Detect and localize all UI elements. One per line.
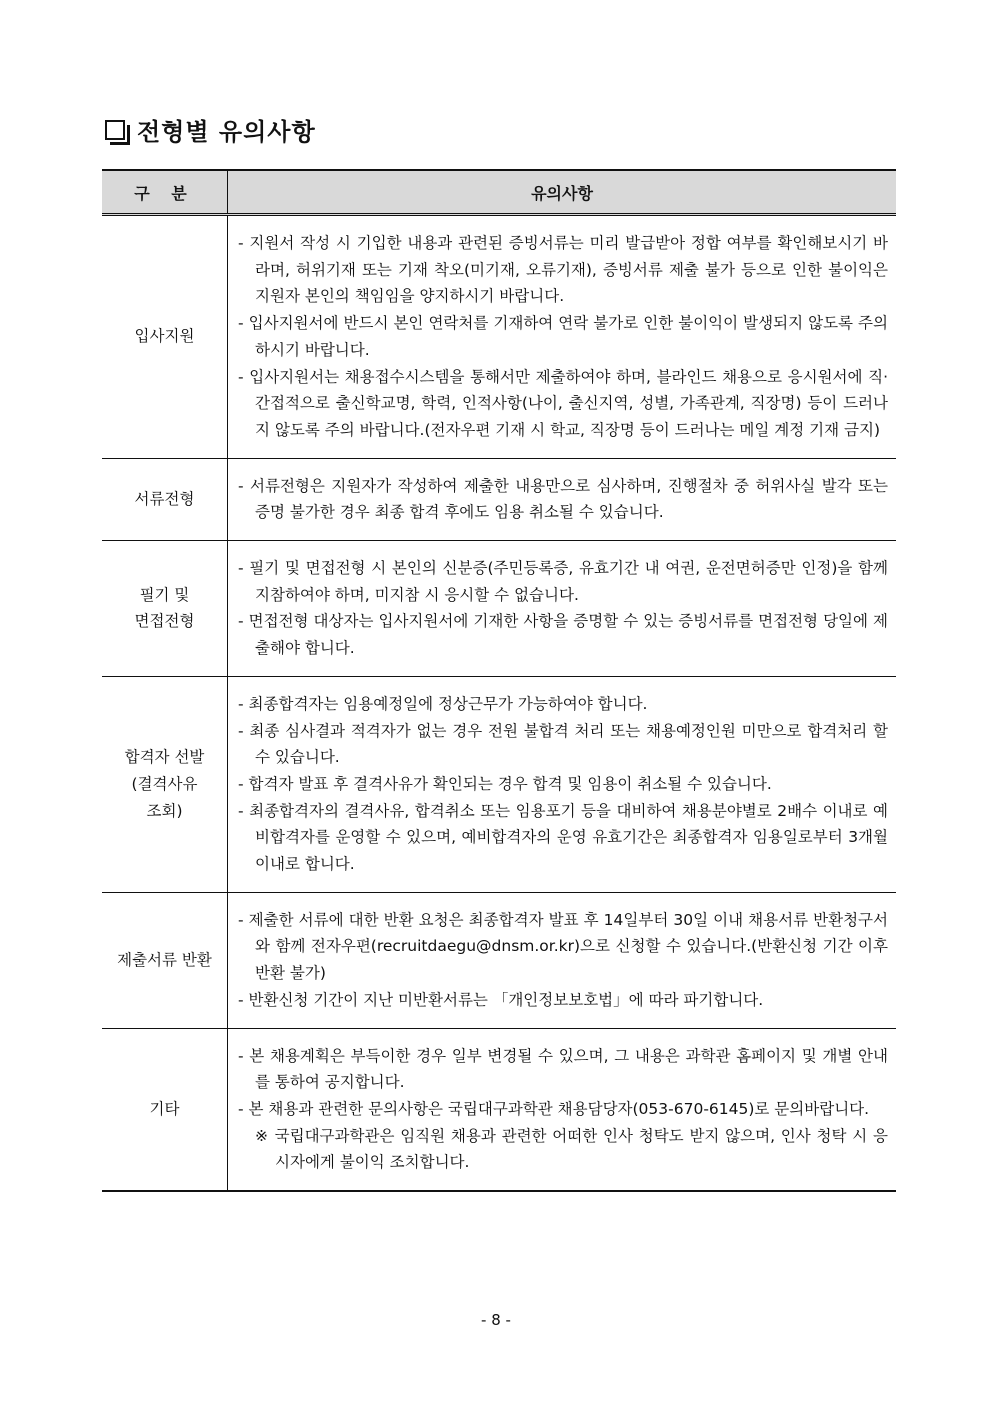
table-row: [102, 676, 896, 892]
row-notes: [228, 676, 897, 892]
note-item: - 필기 및 면접전형 시 본인의 신분증(주민등록증, 유효기간 내 여권, 운전면허증만 인정)을 함께 지참하여야 하며, 미지참 시 응시할 수 없습니다.: [238, 559, 888, 604]
table-row: [102, 215, 896, 459]
row-notes: [228, 1028, 897, 1191]
note-item: - 최종합격자의 결격사유, 합격취소 또는 임용포기 등을 대비하여 채용분야별로 2배수 이내로 예비합격자를 운영할 수 있으며, 예비합격자의 운영 유효기간은 최종합격자 임용일로부터 3개월 이내로 합니다.: [238, 801, 888, 874]
category-line: 필기 및: [139, 585, 190, 604]
reference-note: ※ 국립대구과학관은 임직원 채용과 관련한 어떠한 인사 청탁도 받지 않으며, 인사 청탁 시 응시자에게 불이익 조치합니다.: [255, 1126, 888, 1172]
note-item: - 반환신청 기간이 지난 미반환서류는 「개인정보보호법」에 따라 파기합니다.: [238, 990, 764, 1009]
note-item: - 입사지원서에 반드시 본인 연락처를 기재하여 연락 불가로 인한 불이익이 발생되지 않도록 주의하시기 바랍니다.: [238, 314, 888, 359]
note-item: - 최종합격자는 임용예정일에 정상근무가 가능하여야 합니다.: [238, 694, 648, 713]
checkbox-icon: [105, 120, 125, 140]
note-item: - 서류전형은 지원자가 작성하여 제출한 내용만으로 심사하며, 진행절차 중 허위사실 발각 또는 증명 불가한 경우 최종 합격 후에도 임용 취소될 수 있습니다.: [238, 476, 888, 522]
page-number: - 8 -: [481, 1311, 511, 1329]
row-category: [102, 1028, 228, 1191]
note-item: - 합격자 발표 후 결격사유가 확인되는 경우 합격 및 임용이 취소될 수 있습니다.: [238, 774, 772, 793]
table-row: [102, 541, 896, 677]
header-notes: 유의사항: [228, 170, 897, 215]
category-line: (결격사유: [131, 774, 198, 793]
row-notes: [228, 215, 897, 459]
table-row: [102, 1028, 896, 1191]
note-item: - 본 채용계획은 부득이한 경우 일부 변경될 수 있으며, 그 내용은 과학관 홈페이지 및 개별 안내를 통하여 공지합니다.: [238, 1046, 888, 1092]
row-notes: [228, 892, 897, 1028]
row-notes: [228, 458, 897, 540]
category-line: 합격자 선발: [124, 748, 205, 767]
page-title: 전형별 유의사항: [137, 117, 316, 146]
category-line: 제출서류 반환: [117, 950, 212, 969]
section-title: [105, 112, 316, 147]
table-header-row: [102, 170, 896, 215]
header-category: 구 분: [102, 170, 228, 215]
note-item: - 제출한 서류에 대한 반환 요청은 최종합격자 발표 후 14일부터 30일 이내 채용서류 반환청구서와 함께 전자우편(recruitdaegu@dnsm.or.kr)으로 신청할 수 있습니다.(반환신청 기간 이후 반환 불가): [238, 910, 888, 983]
row-category: [102, 541, 228, 677]
row-notes: [228, 541, 897, 677]
table-body: [102, 215, 896, 1192]
category-line: 면접전형: [134, 612, 195, 631]
note-item: - 본 채용과 관련한 문의사항은 국립대구과학관 채용담당자(053-670-6145)로 문의바랍니다.: [238, 1099, 870, 1118]
note-item: - 입사지원서는 채용접수시스템을 통해서만 제출하여야 하며, 블라인드 채용으로 응시원서에 직·간접적으로 출신학교명, 학력, 인적사항(나이, 출신지역, 성별, 가족관계, 직장명) 등이 드러나지 않도록 주의 바랍니다.(전자우편 기재 시 학교, 직장명 등이 드러나는 메일 계정 기재 금지): [238, 367, 888, 439]
note-item: - 최종 심사결과 적격자가 없는 경우 전원 불합격 처리 또는 채용예정인원 미만으로 합격처리 할 수 있습니다.: [238, 721, 888, 767]
row-category: [102, 676, 228, 892]
category-line: 서류전형: [134, 489, 195, 508]
row-category: [102, 458, 228, 540]
note-item: - 면접전형 대상자는 입사지원서에 기재한 사항을 증명할 수 있는 증빙서류를 면접전형 당일에 제출해야 합니다.: [238, 612, 888, 658]
row-category: [102, 892, 228, 1028]
category-line: 조회): [146, 801, 183, 820]
category-line: 입사지원: [134, 327, 195, 346]
row-category: [102, 215, 228, 459]
note-item: - 지원서 작성 시 기입한 내용과 관련된 증빙서류는 미리 발급받아 정합 여부를 확인해보시기 바라며, 허위기재 또는 기재 착오(미기재, 오류기재), 증빙서류 제출 불가 등으로 인한 불이익은 지원자 본인의 책임임을 양지하시기 바랍니다.: [238, 234, 888, 306]
category-line: 기타: [149, 1099, 180, 1118]
table-row: [102, 458, 896, 540]
table-row: [102, 892, 896, 1028]
notes-table: [102, 169, 896, 1192]
